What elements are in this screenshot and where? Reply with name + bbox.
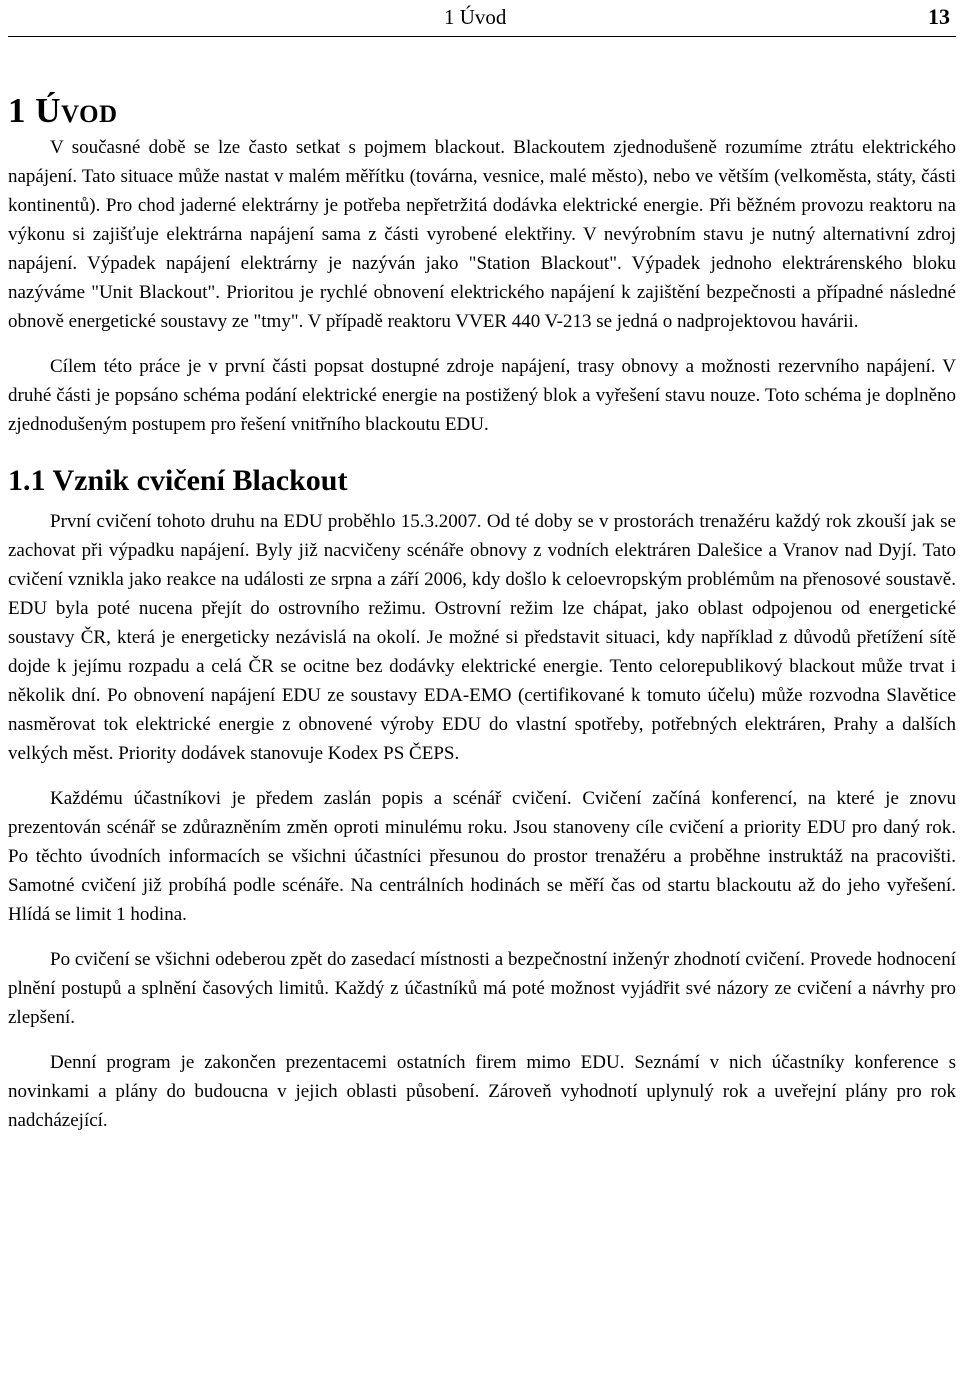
intro-paragraph: Cílem této práce je v první části popsat dostupné zdroje napájení, trasy obnovy a možnosti rezervního napájení. V druhé části je popsáno schéma podání elektrické energie na postižený blok a vyřešení stavu nouze. Toto schéma je doplněno zjednodušeným postupem pro řešení vnitřního blackoutu EDU. xyxy=(8,356,956,435)
section-heading: 1.1 Vznik cvičení Blackout xyxy=(8,464,348,497)
running-header xyxy=(8,0,956,37)
intro-paragraph: V současné době se lze často setkat s pojmem blackout. Blackoutem zjednodušeně rozumíme ztrátu elektrického napájení. Tato situace může nastat v malém měřítku (továrna, vesnice, malé město), nebo ve větším (velkoměsta, státy, části kontinentů). Pro chod jaderné elektrárny je potřeba nepřetržitá dodávka elektrické energie. Při běžném provozu reaktoru na výkonu si zajišťuje elektrárna napájení sama z části vyrobené elektřiny. V nevýrobním stavu je nutný alternativní zdroj napájení. Výpadek napájení elektrárny je nazýván jako "Station Blackout". Výpadek jednoho elektrárenského bloku nazýváme "Unit Blackout". Prioritou je rychlé obnovení elektrického napájení k zajištění bezpečnosti a případné následné obnově energetické soustavy ze "tmy". V případě reaktoru VVER 440 V-213 se jedná o nadprojektovou havárii. xyxy=(8,137,956,332)
section-paragraph: Denní program je zakončen prezentacemi ostatních firem mimo EDU. Seznámí v nich účastníky konference s novinkami a plány do budoucna v jejich oblasti působení. Zároveň vyhodnotí uplynulý rok a uveřejní plány pro rok nadcházející. xyxy=(8,1052,956,1131)
page-number: 13 xyxy=(928,4,950,29)
chapter-heading: 1 Úvod xyxy=(8,91,118,130)
running-header-title: 1 Úvod xyxy=(444,5,507,29)
section-paragraph: Po cvičení se všichni odeberou zpět do zasedací místnosti a bezpečnostní inženýr zhodnotí cvičení. Provede hodnocení plnění postupů a splnění časových limitů. Každý z účastníků má poté možnost vyjádřit své názory ze cvičení a návrhy pro zlepšení. xyxy=(8,949,956,1028)
section-paragraph: Každému účastníkovi je předem zaslán popis a scénář cvičení. Cvičení začíná konferencí, na které je znovu prezentován scénář se zdůrazněním změn oproti minulému roku. Jsou stanoveny cíle cvičení a priority EDU pro daný rok. Po těchto úvodních informacích se všichni účastníci přesunou do prostor trenažéru a proběhne instruktáž na pracovišti. Samotné cvičení již probíhá podle scénáře. Na centrálních hodinách se měří čas od startu blackoutu až do jeho vyřešení. Hlídá se limit 1 hodina. xyxy=(8,788,956,925)
section-paragraph: První cvičení tohoto druhu na EDU proběhlo 15.3.2007. Od té doby se v prostorách trenažéru každý rok zkouší jak se zachovat při výpadku napájení. Byly již nacvičeny scénáře obnovy z vodních elektráren Dalešice a Vranov nad Dyjí. Tato cvičení vznikla jako reakce na události ze srpna a září 2006, kdy došlo k celoevropským problémům na přenosové soustavě. EDU byla poté nucena přejít do ostrovního režimu. Ostrovní režim lze chápat, jako oblast odpojenou od energetické soustavy ČR, která je energeticky nezávislá na okolí. Je možné si představit situaci, kdy například z důvodů přetížení sítě dojde k jejímu rozpadu a celá ČR se ocitne bez dodávky elektrické energie. Tento celorepublikový blackout může trvat i několik dní. Po obnovení napájení EDU ze soustavy EDA-EMO (certifikované k tomuto účelu) může rozvodna Slavětice nasměrovat tok elektrické energie z obnovené výroby EDU do vlastní spotřeby, potřebných elektráren, Prahy a dalších velkých měst. Priority dodávek stanovuje Kodex PS ČEPS. xyxy=(8,511,956,764)
